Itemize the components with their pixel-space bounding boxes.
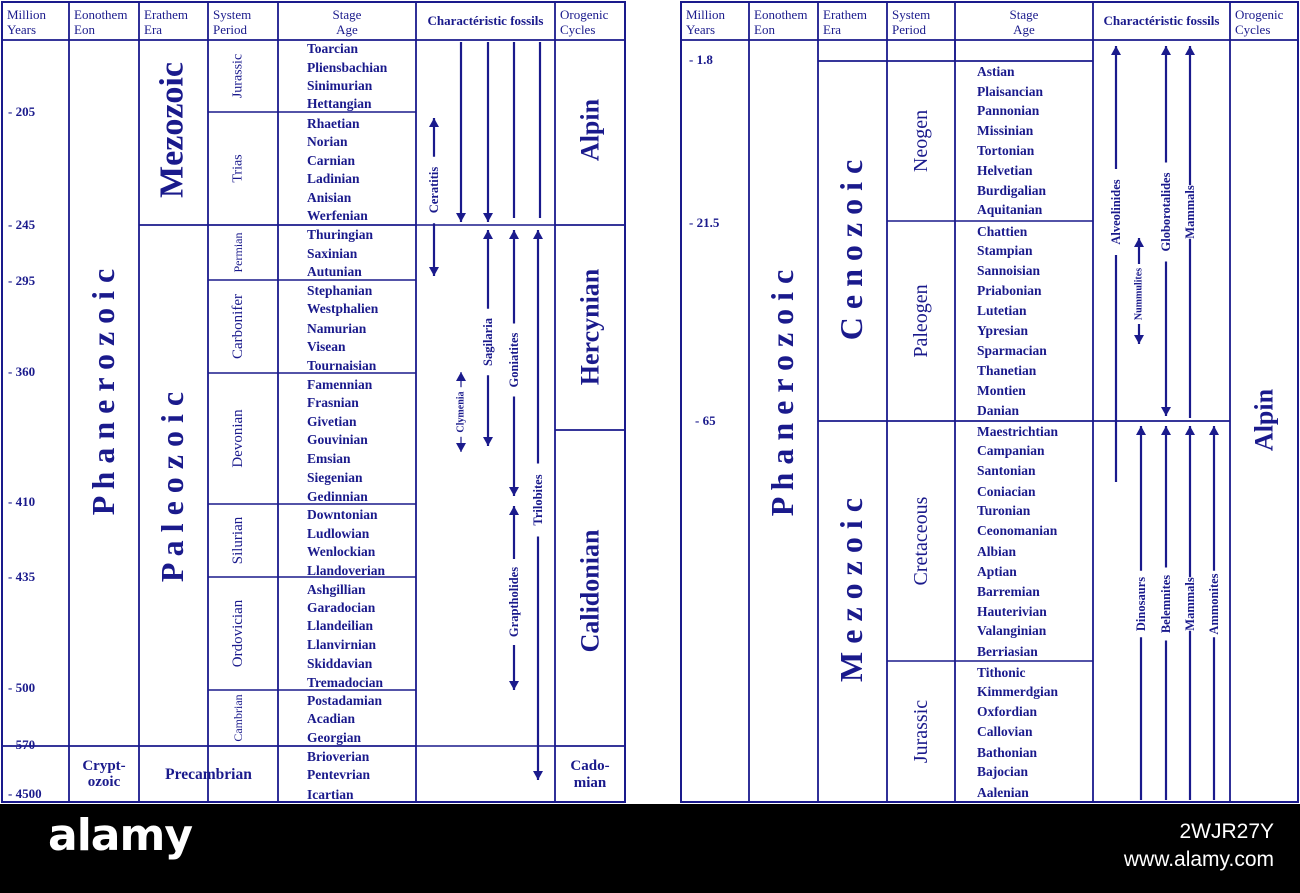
right-stage-callovian: Callovian: [977, 724, 1033, 739]
header-period-line2: Period: [892, 22, 926, 37]
left-stage-saxinian: Saxinian: [307, 246, 358, 261]
fossil-arrow-sagilaria-head-down: [483, 437, 493, 446]
fossil-arrow-mammals-mesozoic-head-up: [1185, 426, 1195, 435]
left-stage-frasnian: Frasnian: [307, 395, 359, 410]
right-stage-chattien: Chattien: [977, 224, 1028, 239]
site-url-text: www.alamy.com: [1123, 848, 1274, 871]
left-stage-namurian: Namurian: [307, 321, 367, 336]
fossil-label-goniatites: Goniatites: [507, 332, 521, 388]
header-eon-line1: Eonothem: [74, 7, 128, 22]
right-period-cretaceous: Cretaceous: [910, 496, 932, 586]
right-stage-hauterivian: Hauterivian: [977, 604, 1047, 619]
left-stage-pliensbachian: Pliensbachian: [307, 60, 388, 75]
left-period-carbonifer: Carbonifer: [230, 294, 246, 359]
alamy-logo: alamy: [48, 810, 192, 861]
fossil-arrow-globorotalides-head-down: [1161, 407, 1171, 416]
fossil-arrow-clymenia-head-up: [456, 372, 466, 381]
left-stage-emsian: Emsian: [307, 451, 351, 466]
left-period-jurassic: Jurassic: [230, 53, 246, 99]
time-tick--500: - 500: [8, 680, 36, 695]
left-cycle-cadomian-line2: mian: [573, 775, 607, 791]
left-stage-tremadocian: Tremadocian: [307, 675, 383, 690]
left-stage-givetian: Givetian: [307, 414, 357, 429]
right-period-paleogen: Paleogen: [910, 284, 932, 358]
time-tick--360: - 360: [8, 364, 36, 379]
right-stage-kimmerdgian: Kimmerdgian: [977, 684, 1058, 699]
right-stage-santonian: Santonian: [977, 463, 1036, 478]
left-stage-siegenian: Siegenian: [307, 470, 363, 485]
fossil-arrow-graptholides-head-down: [509, 681, 519, 690]
time-tick--570: - 570: [8, 737, 36, 752]
right-stage-sannoisian: Sannoisian: [977, 263, 1041, 278]
left-period-ordovician: Ordovician: [230, 599, 246, 668]
fossil-label-nummulites: Nummulites: [1133, 267, 1145, 321]
right-stage-barremian: Barremian: [977, 584, 1040, 599]
right-stage-bathonian: Bathonian: [977, 745, 1038, 760]
fossil-arrow-jurassic-1-head-down: [456, 213, 466, 222]
right-cycle-alpin: Alpin: [1249, 388, 1279, 452]
left-stage-gedinnian: Gedinnian: [307, 489, 368, 504]
header-era-line2: Era: [823, 22, 842, 37]
left-period-permian: Permian: [231, 232, 245, 273]
right-stage-sparmacian: Sparmacian: [977, 343, 1047, 358]
time-tick--1-8: - 1.8: [689, 52, 713, 67]
fossil-label-sagilaria: Sagilaria: [481, 318, 495, 366]
fossil-arrow-graptholides-head-up: [509, 506, 519, 515]
right-stage-tortonian: Tortonian: [977, 143, 1035, 158]
left-stage-wenlockian: Wenlockian: [307, 544, 376, 559]
left-stage-famennian: Famennian: [307, 377, 373, 392]
right-stage-tithonic: Tithonic: [977, 665, 1026, 680]
left-eon-cryptozoic-line1: Crypt-: [82, 758, 126, 774]
right-stage-campanian: Campanian: [977, 443, 1045, 458]
left-stage-acadian: Acadian: [307, 711, 356, 726]
fossil-arrow-alveolinides-head-up: [1111, 46, 1121, 55]
right-stage-stampian: Stampian: [977, 243, 1033, 258]
header-era-line1: Erathem: [823, 7, 868, 22]
fossil-arrow-globorotalides-head-up: [1161, 46, 1171, 55]
left-stage-sinimurian: Sinimurian: [307, 78, 373, 93]
right-stage-coniacian: Coniacian: [977, 484, 1036, 499]
right-stage-danian: Danian: [977, 403, 1020, 418]
left-stage-westphalien: Westphalien: [307, 301, 379, 316]
left-period-silurian: Silurian: [230, 516, 246, 565]
header-years-line2: Years: [7, 22, 37, 37]
left-cycle-alpin: Alpin: [575, 98, 605, 162]
right-stage-burdigalian: Burdigalian: [977, 183, 1047, 198]
header-stage-line1: Stage: [332, 7, 362, 22]
time-tick--4500: - 4500: [8, 786, 42, 801]
left-stage-werfenian: Werfenian: [307, 208, 368, 223]
fossil-label-graptholides: Graptholides: [507, 566, 521, 638]
header-eon-line1: Eonothem: [754, 7, 808, 22]
header-stage-line2: Age: [336, 22, 358, 37]
header-period-line2: Period: [213, 22, 247, 37]
right-period-neogen: Neogen: [910, 109, 932, 173]
image-id-text: 2WJR27Y: [1179, 820, 1274, 843]
left-stage-icartian: Icartian: [307, 787, 354, 802]
left-stage-visean: Visean: [307, 339, 346, 354]
right-stage-thanetian: Thanetian: [977, 363, 1037, 378]
fossil-label-alveolinides: Alveolinides: [1109, 179, 1123, 245]
right-stage-aalenian: Aalenian: [977, 785, 1029, 800]
left-stage-stephanian: Stephanian: [307, 283, 373, 298]
watermark-footer-bar: [0, 804, 1300, 893]
fossil-arrow-ceratitis-head-up: [429, 118, 439, 127]
right-stage-priabonian: Priabonian: [977, 283, 1042, 298]
fossil-label-globorotalides: Globorotalides: [1159, 172, 1173, 252]
time-tick--205: - 205: [8, 104, 36, 119]
left-stage-georgian: Georgian: [307, 730, 361, 745]
left-stage-anisian: Anisian: [307, 190, 352, 205]
left-stage-hettangian: Hettangian: [307, 96, 372, 111]
left-stage-llandeilian: Llandeilian: [307, 618, 374, 633]
right-stage-albian: Albian: [977, 544, 1017, 559]
right-stage-maestrichtian: Maestrichtian: [977, 424, 1058, 439]
header-era-line2: Era: [144, 22, 163, 37]
right-stage-valanginian: Valanginian: [977, 623, 1047, 638]
fossil-label-ammonites: Ammonites: [1207, 573, 1221, 635]
left-stage-ludlowian: Ludlowian: [307, 526, 370, 541]
time-tick--245: - 245: [8, 217, 36, 232]
right-stage-bajocian: Bajocian: [977, 764, 1029, 779]
header-eon-line2: Eon: [754, 22, 775, 37]
time-tick--295: - 295: [8, 273, 36, 288]
fossil-label-clymenia: Clymenia: [455, 391, 467, 433]
fossil-label-dinosaurs: Dinosaurs: [1134, 576, 1148, 632]
right-stage-oxfordian: Oxfordian: [977, 704, 1038, 719]
right-stage-missinian: Missinian: [977, 123, 1034, 138]
header-period-line1: System: [892, 7, 931, 22]
left-eon-phanerozoic: P h a n e r o z o i c: [85, 268, 121, 516]
left-period-devonian: Devonian: [230, 409, 246, 468]
time-tick--21-5: - 21.5: [689, 215, 720, 230]
left-stage-tournaisian: Tournaisian: [307, 358, 377, 373]
fossil-label-trilobites: Trilobites: [531, 474, 545, 526]
header-years-line1: Million: [7, 7, 47, 22]
fossil-arrow-nummulites-head-down: [1134, 335, 1144, 344]
fossil-label-ceratitis: Ceratitis: [427, 166, 441, 214]
left-stage-rhaetian: Rhaetian: [307, 116, 360, 131]
left-stage-skiddavian: Skiddavian: [307, 656, 373, 671]
right-era-cenozoic: C e n o z o i c: [833, 159, 869, 341]
header-years-line2: Years: [686, 22, 716, 37]
right-stage-pannonian: Pannonian: [977, 103, 1040, 118]
right-era-mezozoic: M e z o z o i c: [833, 498, 869, 682]
right-stage-ypresian: Ypresian: [977, 323, 1029, 338]
header-fossils: Charactéristic fossils: [427, 13, 544, 28]
left-cycle-hercynian: Hercynian: [575, 268, 605, 386]
left-eon-cryptozoic-line2: ozoic: [87, 774, 121, 790]
fossil-arrow-sagilaria-head-up: [483, 230, 493, 239]
header-stage-line1: Stage: [1009, 7, 1039, 22]
left-stage-norian: Norian: [307, 134, 348, 149]
fossil-label-mammals-mesozoic: Mammals: [1183, 577, 1197, 631]
fossil-arrow-goniatites-head-up: [509, 230, 519, 239]
left-stage-carnian: Carnian: [307, 153, 356, 168]
right-stage-berriasian: Berriasian: [977, 644, 1038, 659]
right-stage-ceonomanian: Ceonomanian: [977, 523, 1058, 538]
left-stage-llandoverian: Llandoverian: [307, 563, 386, 578]
right-eon-phanerozoic: P h a n e r o z o i c: [764, 269, 800, 517]
time-tick--435: - 435: [8, 569, 36, 584]
header-cycles-line2: Cycles: [1235, 22, 1271, 37]
left-stage-thuringian: Thuringian: [307, 227, 374, 242]
left-era-mezozoic: Mezozoic: [153, 62, 191, 198]
left-cycle-calidonian: Calidonian: [575, 529, 605, 653]
left-stage-downtonian: Downtonian: [307, 507, 378, 522]
left-period-trias: Trias: [230, 154, 246, 183]
fossil-arrow-ceratitis-head-down: [429, 267, 439, 276]
left-stage-llanvirnian: Llanvirnian: [307, 637, 377, 652]
left-stage-pentevrian: Pentevrian: [307, 767, 370, 782]
right-stage-lutetian: Lutetian: [977, 303, 1027, 318]
right-stage-aquitanian: Aquitanian: [977, 202, 1043, 217]
header-cycles-line1: Orogenic: [560, 7, 609, 22]
right-stage-aptian: Aptian: [977, 564, 1017, 579]
fossil-arrow-dinosaurs-head-up: [1136, 426, 1146, 435]
left-era-precambrian: Precambrian: [165, 766, 252, 783]
fossil-arrow-trilobites-head-up: [533, 230, 543, 239]
right-stage-plaisancian: Plaisancian: [977, 84, 1044, 99]
left-stage-ladinian: Ladinian: [307, 171, 360, 186]
fossil-arrow-jurassic-2-head-down: [483, 213, 493, 222]
fossil-arrow-ammonites-head-up: [1209, 426, 1219, 435]
time-tick--410: - 410: [8, 494, 36, 509]
left-era-paleozoic: P a l e o z o i c: [154, 391, 190, 583]
fossil-arrow-clymenia-head-down: [456, 443, 466, 452]
header-period-line1: System: [213, 7, 252, 22]
fossil-arrow-nummulites-head-up: [1134, 238, 1144, 247]
left-stage-toarcian: Toarcian: [307, 41, 359, 56]
fossil-label-belemnites: Belemnites: [1159, 574, 1173, 634]
right-stage-turonian: Turonian: [977, 503, 1031, 518]
fossil-arrow-trilobites-head-down: [533, 771, 543, 780]
left-stage-garadocian: Garadocian: [307, 600, 376, 615]
header-eon-line2: Eon: [74, 22, 95, 37]
header-cycles-line2: Cycles: [560, 22, 596, 37]
left-cycle-cadomian-line1: Cado-: [570, 758, 610, 774]
left-stage-autunian: Autunian: [307, 264, 362, 279]
fossil-arrow-belemnites-head-up: [1161, 426, 1171, 435]
fossil-label-mammals-cenozoic: Mammals: [1183, 185, 1197, 239]
header-stage-line2: Age: [1013, 22, 1035, 37]
header-cycles-line1: Orogenic: [1235, 7, 1284, 22]
left-stage-ashgillian: Ashgillian: [307, 582, 366, 597]
left-stage-gouvinian: Gouvinian: [307, 432, 368, 447]
header-years-line1: Million: [686, 7, 726, 22]
time-tick--65: - 65: [695, 413, 716, 428]
fossil-arrow-goniatites-head-down: [509, 487, 519, 496]
header-fossils: Charactéristic fossils: [1103, 13, 1220, 28]
fossil-arrow-mammals-cenozoic-head-up: [1185, 46, 1195, 55]
left-period-cambrian: Cambrian: [231, 694, 245, 742]
header-era-line1: Erathem: [144, 7, 189, 22]
right-stage-helvetian: Helvetian: [977, 163, 1033, 178]
right-stage-astian: Astian: [977, 64, 1015, 79]
right-stage-montien: Montien: [977, 383, 1026, 398]
left-stage-postadamian: Postadamian: [307, 693, 383, 708]
right-period-jurassic: Jurassic: [910, 699, 932, 764]
left-stage-brioverian: Brioverian: [307, 749, 370, 764]
